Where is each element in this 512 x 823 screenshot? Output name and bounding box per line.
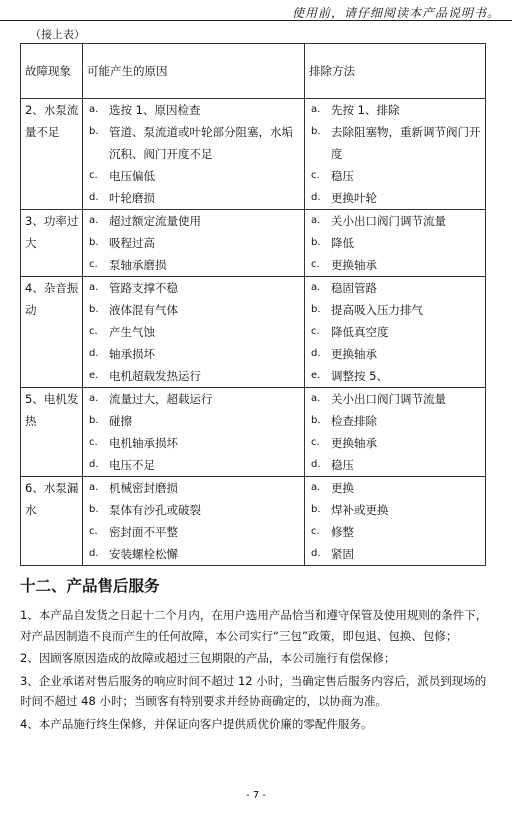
item-text: 去除阻塞物，重新调节阀门开度 — [331, 125, 481, 161]
item-text: 关小出口阀门调节流量 — [331, 392, 446, 406]
item-text: 吸程过高 — [109, 236, 155, 250]
item-letter: c. — [89, 259, 98, 270]
item-text: 超过额定流量使用 — [109, 214, 201, 228]
header-cause: 可能产生的原因 — [83, 44, 305, 99]
fix-item — [309, 477, 483, 499]
item-letter: a. — [311, 282, 321, 293]
paragraph: 2、因顾客原因造成的故障或超过三包期限的产品，本公司施行有偿保修； — [20, 651, 396, 665]
item-letter: e. — [89, 370, 99, 381]
fix-item — [309, 299, 483, 321]
item-text: 管路支撑不稳 — [109, 281, 178, 295]
item-letter: a. — [89, 393, 99, 404]
item-text: 叶轮磨损 — [109, 191, 155, 205]
paragraph: 4、本产品施行终生保修，并保证向客户提供质优价廉的零配件服务。 — [20, 716, 373, 731]
item-text: 泵轴承磨损 — [109, 258, 167, 272]
item-text: 更换 — [331, 481, 354, 495]
item-text: 泵体有沙孔或破裂 — [109, 503, 201, 517]
fix-item — [309, 254, 483, 276]
table-header-row — [21, 44, 486, 99]
fix-item — [309, 321, 483, 343]
item-text: 先按 1、排除 — [331, 103, 400, 117]
cause-list — [83, 210, 305, 277]
cause-item — [87, 477, 302, 499]
item-letter: c. — [311, 170, 320, 181]
item-text: 检查排除 — [331, 414, 377, 428]
item-text: 电压不足 — [109, 458, 155, 472]
item-text: 产生气蚀 — [109, 325, 155, 339]
item-letter: a. — [311, 393, 321, 404]
item-letter: a. — [89, 282, 99, 293]
fault-symptom: 5、电机发热 — [21, 388, 83, 477]
fix-list — [305, 277, 486, 388]
item-text: 更换轴承 — [331, 347, 377, 361]
fix-item — [309, 454, 483, 476]
fix-item — [309, 432, 483, 454]
item-letter: a. — [311, 215, 321, 226]
cause-item — [87, 410, 302, 432]
fix-item — [309, 543, 483, 565]
item-text: 管道、泵流道或叶轮部分阻塞，水垢沉积、阀门开度不足 — [109, 125, 293, 161]
item-letter: c. — [311, 326, 320, 337]
item-letter: a. — [89, 104, 99, 115]
fix-list — [305, 388, 486, 477]
table-row — [21, 210, 486, 277]
item-text: 密封面不平整 — [109, 525, 178, 539]
item-text: 电机超载发热运行 — [109, 369, 201, 383]
item-text: 安装螺栓松懈 — [109, 547, 178, 561]
section-title: 十二、产品售后服务 — [20, 577, 160, 595]
item-text: 稳压 — [331, 169, 354, 183]
item-letter: d. — [89, 459, 99, 470]
cause-item — [87, 343, 302, 365]
cause-list — [83, 99, 305, 210]
service-paragraphs — [20, 605, 492, 736]
item-letter: b. — [311, 304, 321, 315]
cause-item — [87, 543, 302, 565]
item-letter: c. — [311, 437, 320, 448]
cause-item — [87, 454, 302, 476]
item-letter: c. — [89, 437, 98, 448]
fix-item — [309, 232, 483, 254]
fix-item — [309, 187, 483, 209]
item-text: 流量过大，超载运行 — [109, 392, 213, 406]
item-letter: c. — [89, 170, 98, 181]
item-letter: d. — [311, 192, 321, 203]
cause-item — [87, 432, 302, 454]
item-letter: d. — [89, 348, 99, 359]
cause-item — [87, 232, 302, 254]
cause-item — [87, 365, 302, 387]
table-row — [21, 99, 486, 210]
fix-item — [309, 521, 483, 543]
item-letter: a. — [311, 104, 321, 115]
item-text: 紧固 — [331, 547, 354, 561]
fix-item — [309, 388, 483, 410]
cause-item — [87, 299, 302, 321]
item-text: 碰擦 — [109, 414, 132, 428]
item-letter: d. — [311, 548, 321, 559]
fix-item — [309, 410, 483, 432]
fix-list — [305, 99, 486, 210]
cause-list — [83, 277, 305, 388]
fix-item — [309, 121, 483, 165]
item-letter: d. — [89, 192, 99, 203]
fix-item — [309, 343, 483, 365]
cause-item — [87, 388, 302, 410]
item-text: 降低 — [331, 236, 354, 250]
fault-symptom: 6、水泵漏水 — [21, 477, 83, 566]
fault-symptom: 3、功率过大 — [21, 210, 83, 277]
paragraph: 3、企业承诺对售后服务的响应时间不超过 12 小时，当确定售后服务内容后，派员到现场的时间不超过 48 小时；当顾客有特别要求并经协商确定的，以协商为准。 — [20, 673, 487, 708]
item-letter: d. — [311, 348, 321, 359]
item-text: 更换轴承 — [331, 258, 377, 272]
item-letter: a. — [311, 482, 321, 493]
item-letter: c. — [311, 259, 320, 270]
item-text: 修整 — [331, 525, 354, 539]
item-letter: b. — [311, 504, 321, 515]
item-text: 关小出口阀门调节流量 — [331, 214, 446, 228]
fix-item — [309, 499, 483, 521]
header-fix: 排除方法 — [305, 44, 486, 99]
item-text: 提高吸入压力排气 — [331, 303, 423, 317]
cause-item — [87, 187, 302, 209]
cause-list — [83, 477, 305, 566]
header-symptom: 故障现象 — [21, 44, 83, 99]
item-letter: b. — [311, 126, 321, 137]
cause-item — [87, 210, 302, 232]
item-text: 选按 1、原因检查 — [109, 103, 201, 117]
paragraph: 1、本产品自发货之日起十二个月内，在用户选用产品恰当和遵守保管及使用规则的条件下，对产品因制造不良而产生的任何故障，本公司实行“三包”政策，即包退、包换、包修； — [20, 608, 488, 643]
item-letter: c. — [89, 326, 98, 337]
page-header: 使用前，请仔细阅读本产品说明书。 — [291, 6, 500, 20]
cause-item — [87, 121, 302, 165]
item-text: 降低真空度 — [331, 325, 389, 339]
item-text: 机械密封磨损 — [109, 481, 178, 495]
cause-item — [87, 165, 302, 187]
cause-list — [83, 388, 305, 477]
cause-item — [87, 321, 302, 343]
item-letter: b. — [89, 237, 99, 248]
page-number: - 7 - — [246, 790, 266, 801]
item-letter: c. — [89, 526, 98, 537]
table-row — [21, 477, 486, 566]
table-row — [21, 277, 486, 388]
item-text: 轴承损坏 — [109, 347, 155, 361]
troubleshooting-table — [20, 43, 486, 566]
item-letter: d. — [89, 548, 99, 559]
item-letter: c. — [311, 526, 320, 537]
fix-item — [309, 365, 483, 387]
fault-symptom: 2、水泵流量不足 — [21, 99, 83, 210]
item-text: 焊补或更换 — [331, 503, 389, 517]
item-letter: b. — [311, 237, 321, 248]
fix-list — [305, 210, 486, 277]
fix-item — [309, 210, 483, 232]
item-letter: a. — [89, 215, 99, 226]
item-text: 更换叶轮 — [331, 191, 377, 205]
item-letter: d. — [311, 459, 321, 470]
continued-note: （接上表） — [30, 28, 85, 41]
fix-item — [309, 99, 483, 121]
fix-item — [309, 165, 483, 187]
cause-item — [87, 277, 302, 299]
header-rule — [0, 20, 512, 21]
cause-item — [87, 499, 302, 521]
item-text: 电压偏低 — [109, 169, 155, 183]
item-letter: b. — [89, 415, 99, 426]
item-text: 液体混有气体 — [109, 303, 178, 317]
item-letter: e. — [311, 370, 321, 381]
cause-item — [87, 254, 302, 276]
item-letter: a. — [89, 482, 99, 493]
item-text: 调整按 5、 — [331, 369, 388, 383]
item-text: 稳固管路 — [331, 281, 377, 295]
cause-item — [87, 99, 302, 121]
cause-item — [87, 521, 302, 543]
table-row — [21, 388, 486, 477]
fix-item — [309, 277, 483, 299]
item-text: 电机轴承损坏 — [109, 436, 178, 450]
item-text: 更换轴承 — [331, 436, 377, 450]
fix-list — [305, 477, 486, 566]
item-text: 稳压 — [331, 458, 354, 472]
fault-symptom: 4、杂音振动 — [21, 277, 83, 388]
item-letter: b. — [311, 415, 321, 426]
item-letter: b. — [89, 504, 99, 515]
item-letter: b. — [89, 304, 99, 315]
item-letter: b. — [89, 126, 99, 137]
